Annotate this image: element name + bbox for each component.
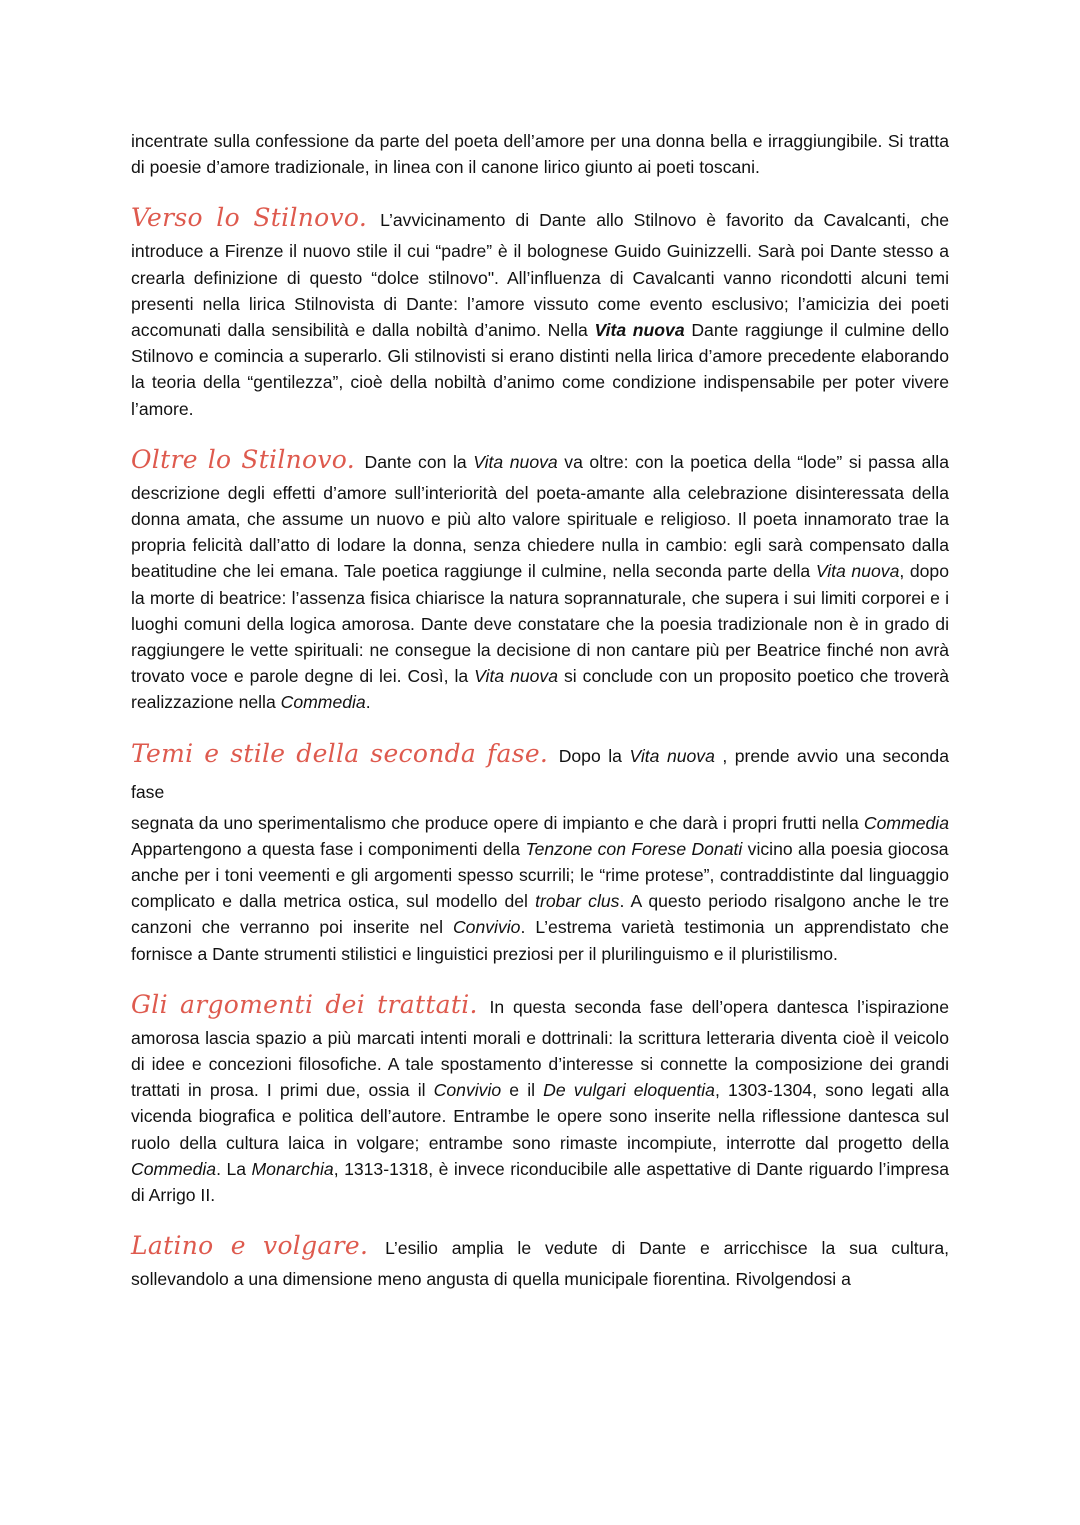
document-page: [131, 128, 949, 1293]
section-lead-line: Temi e stile della seconda fase. Dopo la Vita nuova , prende avvio una seconda fase: [131, 738, 949, 802]
work-title: Commedia: [280, 692, 366, 713]
work-title: Vita nuova: [594, 320, 685, 341]
section-heading: Gli argomenti dei trattati.: [131, 989, 478, 1019]
work-title: Vita nuova: [473, 451, 558, 472]
section-heading: Oltre lo Stilnovo.: [131, 444, 355, 474]
work-title: trobar clus: [535, 891, 620, 912]
work-title: De vulgari eloquentia: [543, 1080, 715, 1101]
work-title: Tenzone con Forese Donati: [525, 838, 743, 859]
section-body: amorosa lascia spazio a più marcati intenti morali e dottrinali: la scrittura letteraria diventa cioè il veicolo di idee e concezioni filosofiche. A tale spostamento d’interesse si connette la composizione dei grandi trattati in prosa. I primi due, ossia il Convivio e il De vulgari eloquentia, 1303-1304, sono legati alla vicenda biografica e politica dell’autore. Entrambe le opere sono inserite nella riflessione dantesca sul ruolo della cultura laica in volgare; entrambe sono rimaste incompiute, interrotte dal progetto della Commedia. La Monarchia, 1313-1318, è invece riconducibile alle aspettative di Dante riguardo l’impresa di Arrigo II.: [131, 1027, 950, 1206]
work-title: Vita nuova: [815, 561, 900, 582]
work-title: Commedia: [863, 812, 949, 833]
section-body: segnata da uno sperimentalismo che produce opere di impianto e che darà i propri frutti nella Commedia Appartengono a questa fase i componimenti della Tenzone con Forese Donati vicino alla poesia giocosa anche per i toni veementi e gli argomenti spesso scurrili; le “rime protese”, contraddistinte dal linguaggio complicato e dalla metrica ostica, sul modello del trobar clus. A questo periodo risalgono anche le tre canzoni che verranno poi inserite nel Convivio. L’estrema varietà testimonia un apprendistato che fornisce a Dante strumenti stilistici e linguistici preziosi per il plurilinguismo e il pluristilismo.: [131, 812, 950, 964]
section-verso-lo-stilnovo: [131, 200, 949, 421]
section-lead-line: Latino e volgare. L’esilio amplia le vedute di Dante e arricchisce la sua cultura,: [131, 1231, 950, 1261]
section-argomenti-dei-trattati: [131, 987, 949, 1208]
work-title: Commedia: [131, 1158, 217, 1179]
intro-paragraph: incentrate sulla confessione da parte del poeta dell’amore per una donna bella e irraggiungibile. Si tratta di poesie d’amore tradizionale, in linea con il canone lirico giunto ai poeti toscani.: [131, 131, 949, 178]
work-title: Vita nuova: [629, 745, 715, 766]
work-title: Monarchia: [251, 1158, 334, 1179]
work-title: Vita nuova: [474, 666, 559, 687]
section-heading: Latino e volgare.: [131, 1231, 369, 1261]
section-lead-line: Verso lo Stilnovo. L’avvicinamento di Dante allo Stilnovo è favorito da Cavalcanti, che: [131, 203, 950, 233]
section-latino-e-volgare: [131, 1228, 949, 1292]
section-heading: Verso lo Stilnovo.: [131, 203, 368, 233]
work-title: Convivio: [452, 917, 521, 938]
section-lead-line: Oltre lo Stilnovo. Dante con la Vita nuova va oltre: con la poetica della “lode” si passa alla: [131, 444, 949, 474]
section-oltre-lo-stilnovo: [131, 442, 949, 716]
section-lead-line: Gli argomenti dei trattati. In questa seconda fase dell’opera dantesca l’ispirazione: [131, 989, 949, 1019]
section-body: descrizione degli effetti d’amore sull’interiorità del poeta-amante alla celebrazione disinteressata della donna amata, che assume un nuovo e più alto valore spirituale e religioso. Il poeta innamorato trae la propria felicità dall’atto di lodare la donna, senza chiedere nulla in cambio: egli sarà compensato dalla beatitudine che lei emana. Tale poetica raggiunge il culmine, nella seconda parte della Vita nuova, dopo la morte di beatrice: l’assenza fisica chiarisce la natura soprannaturale, che supera i sui limiti corporei e i luoghi comuni della logica amorosa. Dante deve constatare che la poesia tradizionale non è in grado di raggiungere le vette spirituali: ne consegue la decisione di non cantare più per Beatrice finché non avrà trovato voce e parole degne di lei. Così, la Vita nuova si conclude con un proposito poetico che troverà realizzazione nella Commedia.: [131, 482, 950, 713]
section-body: sollevandolo a una dimensione meno angusta di quella municipale fiorentina. Rivolgendosi a: [131, 1269, 851, 1290]
section-temi-e-stile: [131, 736, 949, 967]
section-body: introduce a Firenze il nuovo stile il cui “padre” è il bolognese Guido Guinizzelli. Sarà poi Dante stesso a crearla definizione di questo “dolce stilnovo". All’influenza di Cavalcanti vanno ricondotti alcuni temi presenti nella lirica Stilnovista di Dante: l’amore vissuto come evento esclusivo; l’amicizia dei poeti accomunati dalla sensibilità e dalla nobiltà d’animo. Nella Vita nuova Dante raggiunge il culmine dello Stilnovo e comincia a superarlo. Gli stilnovisti si erano distinti nella lirica d’amore precedente elaborando la teoria della “gentilezza”, cioè della nobiltà d’animo come condizione indispensabile per poter vivere l’amore.: [131, 241, 950, 419]
section-heading: Temi e stile della seconda fase.: [131, 738, 549, 768]
work-title: Convivio: [433, 1080, 502, 1101]
